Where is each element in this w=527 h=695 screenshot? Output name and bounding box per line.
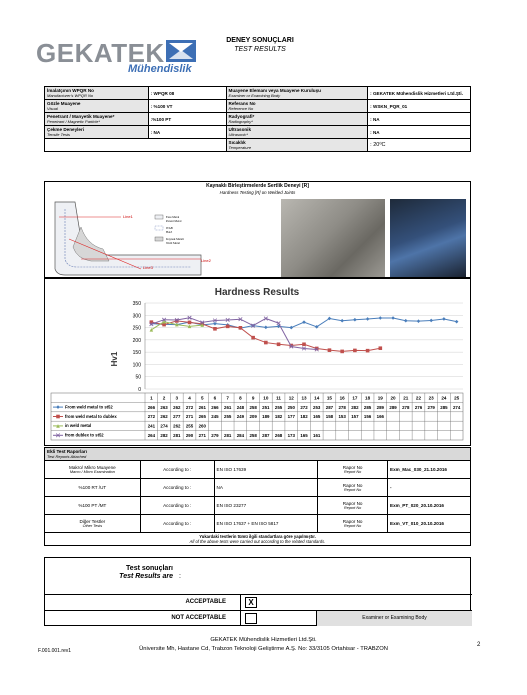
data-label: 279 (427, 404, 435, 410)
weld-photo-2 (390, 199, 466, 277)
title-tr: DENEY SONUÇLARI (226, 37, 294, 44)
x-tick-label: 3 (175, 395, 179, 401)
weld-joint-diagram (51, 199, 231, 277)
report-no-label: Rapor No Report No (318, 461, 388, 479)
data-label: 278 (338, 404, 346, 410)
page-number: 2 (477, 642, 481, 648)
data-label: 258 (249, 433, 257, 438)
y-tick-label: 300 (132, 313, 141, 320)
examiner-signature-field: Examiner or Examining Body (316, 611, 472, 626)
data-label: 249 (236, 414, 245, 420)
info-row (45, 87, 471, 100)
data-label: 166 (376, 414, 384, 420)
company-logo (36, 38, 196, 74)
info-row (45, 100, 471, 113)
x-tick-label: 2 (162, 395, 166, 401)
data-label: 287 (325, 404, 334, 410)
report-label: %100 PT /MT (45, 497, 141, 515)
report-according: According to : (140, 515, 214, 533)
y-axis-label: Hv1 (110, 351, 119, 367)
x-tick-label: 1 (150, 395, 153, 401)
legend-haz-tr: ITAB (166, 226, 173, 230)
acceptable-checkbox[interactable]: X (245, 597, 257, 608)
test-results-box (44, 557, 471, 626)
footer-company: GEKATEK Mühendislik Hizmetleri Ltd.Şti. (210, 637, 317, 643)
data-label: 260 (198, 423, 206, 429)
x-tick-label: 10 (263, 395, 269, 401)
report-number: Exm_PT_020_20.10.2016 (388, 497, 471, 515)
not-acceptable-label: NOT ACCEPTABLE (45, 611, 241, 626)
y-tick-label: 50 (135, 374, 141, 381)
data-point (366, 349, 370, 353)
visual-label: Gözle Muayene Visual (45, 100, 149, 113)
x-tick-label: 5 (200, 395, 204, 401)
data-label: 272 (300, 404, 308, 410)
info-row (45, 126, 471, 139)
x-tick-label: 4 (188, 395, 191, 401)
y-tick-label: 350 (132, 301, 141, 307)
legend-weld-en: Weld Metal (166, 241, 181, 245)
data-label: 250 (287, 404, 295, 410)
data-point (56, 415, 60, 419)
report-no-label: Rapor No Report No (318, 479, 388, 497)
x-tick-label: 7 (226, 395, 229, 401)
data-point (264, 341, 268, 345)
reference-label: Referans No Reference No (226, 100, 368, 113)
data-label: 271 (198, 433, 206, 438)
data-label: 182 (300, 414, 308, 420)
report-number: Exm_Mac_030_21.10.2016 (388, 461, 471, 479)
footer (0, 636, 527, 654)
title-en: TEST RESULTS (234, 46, 286, 53)
data-label: 290 (185, 433, 194, 438)
data-label: 285 (440, 404, 448, 410)
hardness-section (44, 181, 471, 278)
ultrasonic-label: Ultrasonik Ultrasonic* (226, 126, 368, 139)
report-row (45, 497, 471, 515)
y-tick-label: 100 (132, 362, 141, 369)
x-tick-label: 13 (301, 395, 307, 401)
report-according: According to : (140, 497, 214, 515)
x-tick-label: 16 (339, 395, 345, 401)
logo-name: GEKATEK (36, 38, 165, 68)
data-label: 262 (173, 404, 181, 410)
data-label: 282 (351, 404, 359, 410)
data-label: 281 (173, 433, 181, 438)
y-tick-label: 200 (132, 337, 141, 344)
temperature-label: Sıcaklık Temperature (226, 139, 368, 152)
data-label: 262 (160, 414, 168, 420)
data-label: 264 (147, 433, 156, 438)
x-tick-label: 19 (377, 395, 383, 401)
data-label: 268 (274, 433, 283, 438)
x-tick-label: 8 (239, 395, 242, 401)
data-point (340, 350, 344, 354)
data-label: 255 (185, 423, 194, 429)
data-label: 274 (160, 423, 168, 429)
data-point (302, 342, 306, 346)
data-label: 173 (287, 433, 295, 438)
temperature-value: : 20⁰C (368, 139, 471, 152)
legend-entry: From weld metal to st52 (65, 404, 113, 410)
ultrasonic-value: : NA (368, 126, 471, 139)
data-label: 209 (249, 414, 257, 420)
footer-address: Üniversite Mh, Hastane Cd, Trabzon Teknoloji Geliştirme A.Ş. No: 33/3105 Ortahisar - TRABZON (139, 646, 388, 652)
report-standard: EN ISO 17637 + EN ISO 5817 (214, 515, 318, 533)
data-label: 182 (274, 414, 283, 420)
data-label: 272 (185, 404, 194, 410)
data-label: 278 (402, 404, 410, 410)
report-according: According to : (140, 461, 214, 479)
legend-entry: from dublex to st52 (65, 432, 104, 438)
info-row (45, 113, 471, 126)
data-label: 287 (262, 433, 270, 438)
data-label: 261 (198, 404, 206, 410)
report-standard: NA (214, 479, 318, 497)
document-title (180, 36, 340, 54)
report-row (45, 479, 471, 497)
penetrant-label: Penetrant / Manyetik Muayene* Penetrant / Magnetic Particle* (45, 113, 149, 126)
radiography-label: Radyografi* Radiography* (226, 113, 368, 126)
x-tick-label: 21 (403, 395, 409, 401)
report-label: Diğer Testler Other Tests (45, 515, 141, 533)
line2-label: Line2 (201, 258, 211, 263)
logo-sub: Mühendislik (128, 63, 192, 75)
hardness-chart (44, 278, 471, 446)
report-label: Makro/ Mikro Muayene Macro / Micro Examination (45, 461, 141, 479)
data-label: 281 (224, 433, 232, 438)
data-label: 165 (300, 433, 308, 438)
data-label: 255 (224, 414, 232, 420)
data-label: 157 (351, 414, 359, 420)
report-number: - (388, 479, 471, 497)
reports-table (44, 447, 471, 546)
legend-parent-tr: Esas Metal (166, 215, 180, 219)
data-label: 153 (338, 414, 346, 420)
data-label: 289 (376, 404, 384, 410)
report-standard: EN ISO 17639 (214, 461, 318, 479)
data-point (277, 342, 281, 346)
data-label: 177 (287, 414, 295, 420)
wpqr-value: : WPQR 08 (148, 87, 226, 100)
x-tick-label: 11 (276, 395, 281, 401)
legend-entry: from weld metal to dublex (65, 413, 117, 419)
report-no-label: Rapor No Report No (318, 497, 388, 515)
data-label: 261 (224, 404, 232, 410)
not-acceptable-checkbox[interactable] (245, 613, 257, 624)
y-tick-label: 250 (132, 325, 141, 332)
data-label: 165 (313, 414, 321, 420)
data-label: 263 (160, 404, 168, 410)
results-colon: : (179, 573, 181, 580)
test-results-label: Test sonuçları Test Results are (119, 565, 173, 580)
chart-title: Hardness Results (214, 287, 300, 298)
x-tick-label: 6 (213, 395, 217, 401)
legend-weld-tr: Kaynak Metali (166, 237, 184, 241)
reports-header: Ekli Test Raporları Test Reports Attached (45, 448, 471, 461)
visual-value: : %100 VT (148, 100, 226, 113)
data-point (239, 326, 243, 330)
data-label: 274 (452, 404, 461, 410)
data-label: 282 (160, 433, 168, 438)
info-row (45, 139, 471, 152)
tensile-value: : NA (148, 126, 226, 139)
x-tick-label: 18 (365, 395, 371, 401)
data-label: 255 (274, 404, 283, 410)
x-tick-label: 14 (314, 395, 320, 401)
legend-parent-en: Parent Metal (166, 219, 182, 223)
y-tick-label: 150 (132, 350, 141, 357)
radiography-value: : NA (368, 113, 471, 126)
report-row (45, 461, 471, 479)
data-label: 284 (236, 433, 245, 438)
data-label: 279 (211, 433, 219, 438)
data-label: 189 (262, 414, 270, 420)
data-point (379, 346, 383, 350)
line3-label: Line3 (143, 265, 153, 270)
examiner-value: : GEKATEK Mühendislik Hizmetleri Ltd.Şti. (368, 87, 471, 100)
reference-value: : WSKN_PQR_01 (368, 100, 471, 113)
reports-header-row (45, 448, 471, 461)
report-no-label: Rapor No Report No (318, 515, 388, 533)
report-note-row (45, 533, 471, 546)
data-label: 285 (363, 404, 372, 410)
report-standard: EN ISO 23277 (214, 497, 318, 515)
examiner-label: Muayene Elemanı veya Muayene Kuruluşu Examiner or Examining Body (226, 87, 368, 100)
x-tick-label: 9 (251, 395, 255, 401)
x-tick-label: 23 (428, 395, 434, 401)
data-label: 272 (147, 414, 156, 420)
data-label: 158 (325, 414, 334, 420)
x-tick-label: 12 (288, 395, 294, 401)
legend-entry: in weld metal (65, 423, 92, 429)
info-table (44, 86, 471, 152)
data-label: 276 (414, 404, 423, 410)
data-point (251, 336, 255, 340)
data-label: 289 (389, 404, 397, 410)
data-label: 266 (147, 404, 156, 410)
empty-cell (45, 139, 227, 152)
acceptable-row (45, 594, 472, 609)
hardness-title: Kaynaklı Birleştirmelerde Sertlik Deneyi [R] Hardness Testing [R] on Welded Joints (206, 183, 309, 195)
acceptable-label: ACCEPTABLE (45, 595, 241, 610)
x-tick-label: 17 (352, 395, 358, 401)
not-acceptable-row (45, 610, 472, 625)
x-tick-label: 25 (454, 395, 460, 401)
penetrant-value: :%100 PT (148, 113, 226, 126)
data-label: 161 (313, 433, 321, 438)
data-label: 262 (173, 423, 181, 429)
data-label: 266 (211, 404, 219, 410)
report-row (45, 515, 471, 533)
data-label: 253 (313, 404, 321, 410)
data-label: 271 (185, 414, 194, 420)
report-note: Yukardaki testlerin tümü ilgili standartlara göre yapılmıştır. All of the above tests were carried out according to the related standards. (45, 533, 471, 546)
report-according: According to : (140, 479, 214, 497)
x-tick-label: 15 (326, 395, 333, 401)
wpqr-label: İmalatçının WPQR No Manufacturer's WPQR No (45, 87, 149, 100)
data-point (213, 327, 217, 331)
data-point (188, 321, 192, 325)
data-point (353, 349, 357, 353)
data-point (328, 348, 332, 352)
report-label: %100 RT /UT (45, 479, 141, 497)
weld-photo-1 (281, 199, 385, 277)
y-tick-label: 0 (138, 387, 141, 393)
data-point (226, 325, 230, 329)
form-code: F.001.001.rev1 (38, 648, 72, 654)
x-tick-label: 20 (390, 395, 396, 401)
line1-label: Line1 (123, 214, 133, 219)
data-label: 251 (262, 404, 270, 410)
data-label: 277 (173, 414, 181, 420)
legend-haz-en: HAZ (166, 230, 173, 234)
data-label: 245 (211, 414, 219, 420)
data-label: 248 (236, 404, 245, 410)
x-tick-label: 22 (415, 395, 422, 401)
report-number: Exm_VT_010_20.10.2016 (388, 515, 471, 533)
data-label: 258 (249, 404, 257, 410)
tensile-label: Çekme Deneyleri Tensile Tests (45, 126, 149, 139)
data-label: 241 (147, 423, 156, 429)
x-tick-label: 24 (441, 395, 447, 401)
hardness-chart-svg (47, 281, 468, 443)
data-label: 156 (363, 414, 372, 420)
data-label: 265 (198, 414, 206, 420)
